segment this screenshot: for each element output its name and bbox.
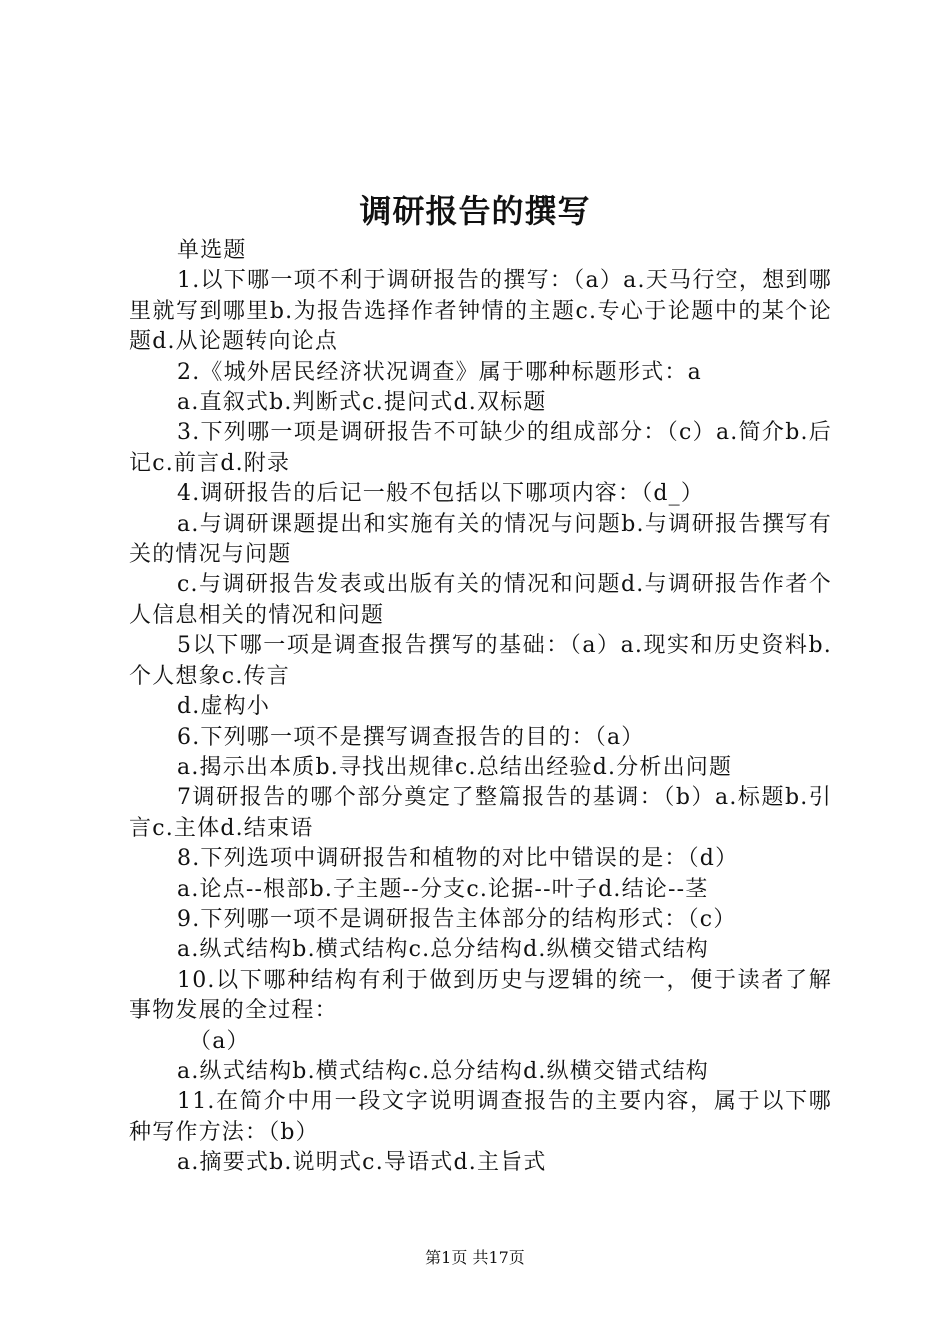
question-11: 11.在简介中用一段文字说明调查报告的主要内容，属于以下哪种写作方法：（b）: [129, 1089, 832, 1145]
section-heading: 单选题: [177, 238, 247, 263]
question-6: 6.下列哪一项不是撰写调查报告的目的：（a）: [177, 724, 645, 750]
question-11-options: a.摘要式b.说明式c.导语式d.主旨式: [177, 1150, 547, 1176]
question-9-options: a.纵式结构b.横式结构c.总分结构d.纵横交错式结构: [177, 937, 709, 963]
question-6-options: a.揭示出本质b.寻找出规律c.总结出经验d.分析出问题: [177, 754, 733, 780]
question-2: 2.《城外居民经济状况调查》属于哪种标题形式：a: [177, 359, 702, 385]
question-8: 8.下列选项中调研报告和植物的对比中错误的是：（d）: [177, 846, 739, 872]
question-2-options: a.直叙式b.判断式c.提问式d.双标题: [177, 390, 547, 416]
question-10-options: a.纵式结构b.横式结构c.总分结构d.纵横交错式结构: [177, 1058, 709, 1084]
question-5-option-d: d.虚构小: [177, 694, 271, 720]
question-4-options-ab: a.与调研课题提出和实施有关的情况与问题b.与调研报告撰写有关的情况与问题: [129, 511, 832, 568]
question-10: 10.以下哪种结构有利于做到历史与逻辑的统一，便于读者了解事物发展的全过程：: [129, 967, 832, 1024]
question-4-options-cd: c.与调研报告发表或出版有关的情况和问题d.与调研报告作者个人信息相关的情况和问题: [129, 572, 832, 628]
question-9: 9.下列哪一项不是调研报告主体部分的结构形式：（c）: [177, 906, 737, 932]
question-8-options: a.论点--根部b.子主题--分支c.论据--叶子d.结论--茎: [177, 876, 709, 902]
question-5: 5以下哪一项是调查报告撰写的基础：（a）a.现实和历史资料b.个人想象c.传言: [129, 633, 832, 689]
page-footer: 第1页 共17页: [425, 1248, 525, 1267]
question-7: 7调研报告的哪个部分奠定了整篇报告的基调：（b）a.标题b.引言c.主体d.结束语: [129, 785, 832, 841]
question-10-answer: （a）: [189, 1028, 250, 1054]
document-body: [129, 236, 832, 1179]
question-4: 4.调研报告的后记一般不包括以下哪项内容：（d_）: [177, 481, 705, 507]
page-title: 调研报告的撰写: [359, 192, 591, 230]
question-1: 1.以下哪一项不利于调研报告的撰写：（a）a.天马行空，想到哪里就写到哪里b.为报告选择作者钟情的主题c.专心于论题中的某个论题d.从论题转向论点: [129, 268, 832, 355]
question-3: 3.下列哪一项是调研报告不可缺少的组成部分：（c）a.简介b.后记c.前言d.附录: [129, 420, 832, 476]
